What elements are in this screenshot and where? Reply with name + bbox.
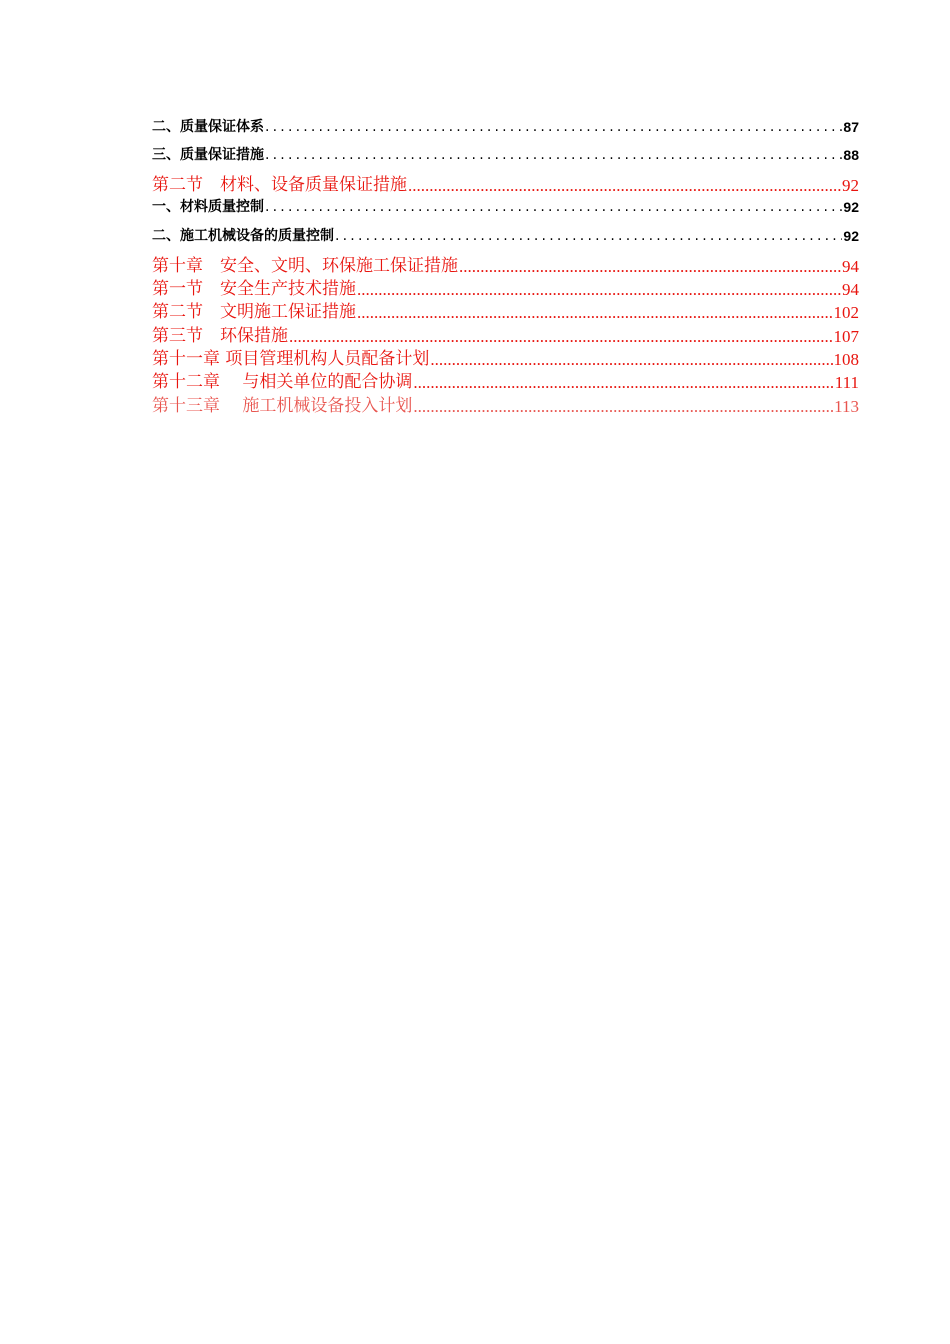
toc-entry-environmental-measures[interactable] xyxy=(152,324,859,345)
toc-entry-label: 三、质量保证措施 xyxy=(152,147,264,163)
toc-dot-leader xyxy=(357,281,841,298)
toc-entry-label: 第十章 安全、文明、环保施工保证措施 xyxy=(152,256,458,276)
toc-page-number: 113 xyxy=(834,397,859,416)
toc-entry-label: 第三节 环保措施 xyxy=(152,326,288,346)
toc-dot-leader xyxy=(289,328,833,345)
toc-entry-safety-technical-measures[interactable] xyxy=(152,277,859,298)
toc-entry-chapter-13[interactable] xyxy=(152,394,859,415)
toc-entry-chapter-12[interactable] xyxy=(152,370,859,391)
toc-entry-label: 二、施工机械设备的质量控制 xyxy=(152,228,334,244)
toc-entry-civilized-construction[interactable] xyxy=(152,300,859,321)
toc-dot-leader xyxy=(265,148,842,162)
toc-dot-leader xyxy=(413,398,833,415)
toc-dot-leader xyxy=(413,374,833,391)
toc-entry-quality-measures[interactable] xyxy=(152,144,859,162)
toc-entry-label: 第二节 材料、设备质量保证措施 xyxy=(152,175,407,195)
toc-entry-material-equipment-quality[interactable] xyxy=(152,173,859,194)
toc-page-number: 94 xyxy=(842,280,859,299)
toc-entry-chapter-11[interactable] xyxy=(152,347,859,368)
toc-entry-label: 第十一章 项目管理机构人员配备计划 xyxy=(152,349,430,369)
toc-entry-label: 二、质量保证体系 xyxy=(152,119,264,135)
toc-entry-quality-system[interactable] xyxy=(152,116,859,134)
toc-entry-label: 第十三章 施工机械设备投入计划 xyxy=(152,396,413,416)
toc-page-number: 87 xyxy=(843,119,859,135)
toc-dot-leader xyxy=(357,304,833,321)
toc-page-number: 88 xyxy=(843,147,859,163)
toc-dot-leader xyxy=(430,351,832,368)
toc-page-number: 111 xyxy=(834,373,859,392)
toc-dot-leader xyxy=(265,200,842,214)
toc-dot-leader xyxy=(335,229,842,243)
toc-page-number: 92 xyxy=(843,199,859,215)
toc-page-number: 102 xyxy=(833,303,859,322)
toc-entry-material-quality-control[interactable] xyxy=(152,196,859,214)
toc-page-number: 92 xyxy=(843,228,859,244)
toc-entry-machinery-quality-control[interactable] xyxy=(152,225,859,243)
toc-page-number: 92 xyxy=(842,176,859,195)
toc-entry-chapter-10[interactable] xyxy=(152,254,859,275)
toc-entry-label: 第二节 文明施工保证措施 xyxy=(152,302,356,322)
toc-dot-leader xyxy=(265,120,842,134)
toc-entry-label: 第十二章 与相关单位的配合协调 xyxy=(152,372,413,392)
toc-page-number: 107 xyxy=(833,327,859,346)
toc-entry-label: 一、材料质量控制 xyxy=(152,199,264,215)
toc-page-number: 94 xyxy=(842,257,859,276)
toc-dot-leader xyxy=(459,258,841,275)
toc-dot-leader xyxy=(408,177,841,194)
toc-entry-label: 第一节 安全生产技术措施 xyxy=(152,279,356,299)
toc-page-number: 108 xyxy=(833,350,859,369)
